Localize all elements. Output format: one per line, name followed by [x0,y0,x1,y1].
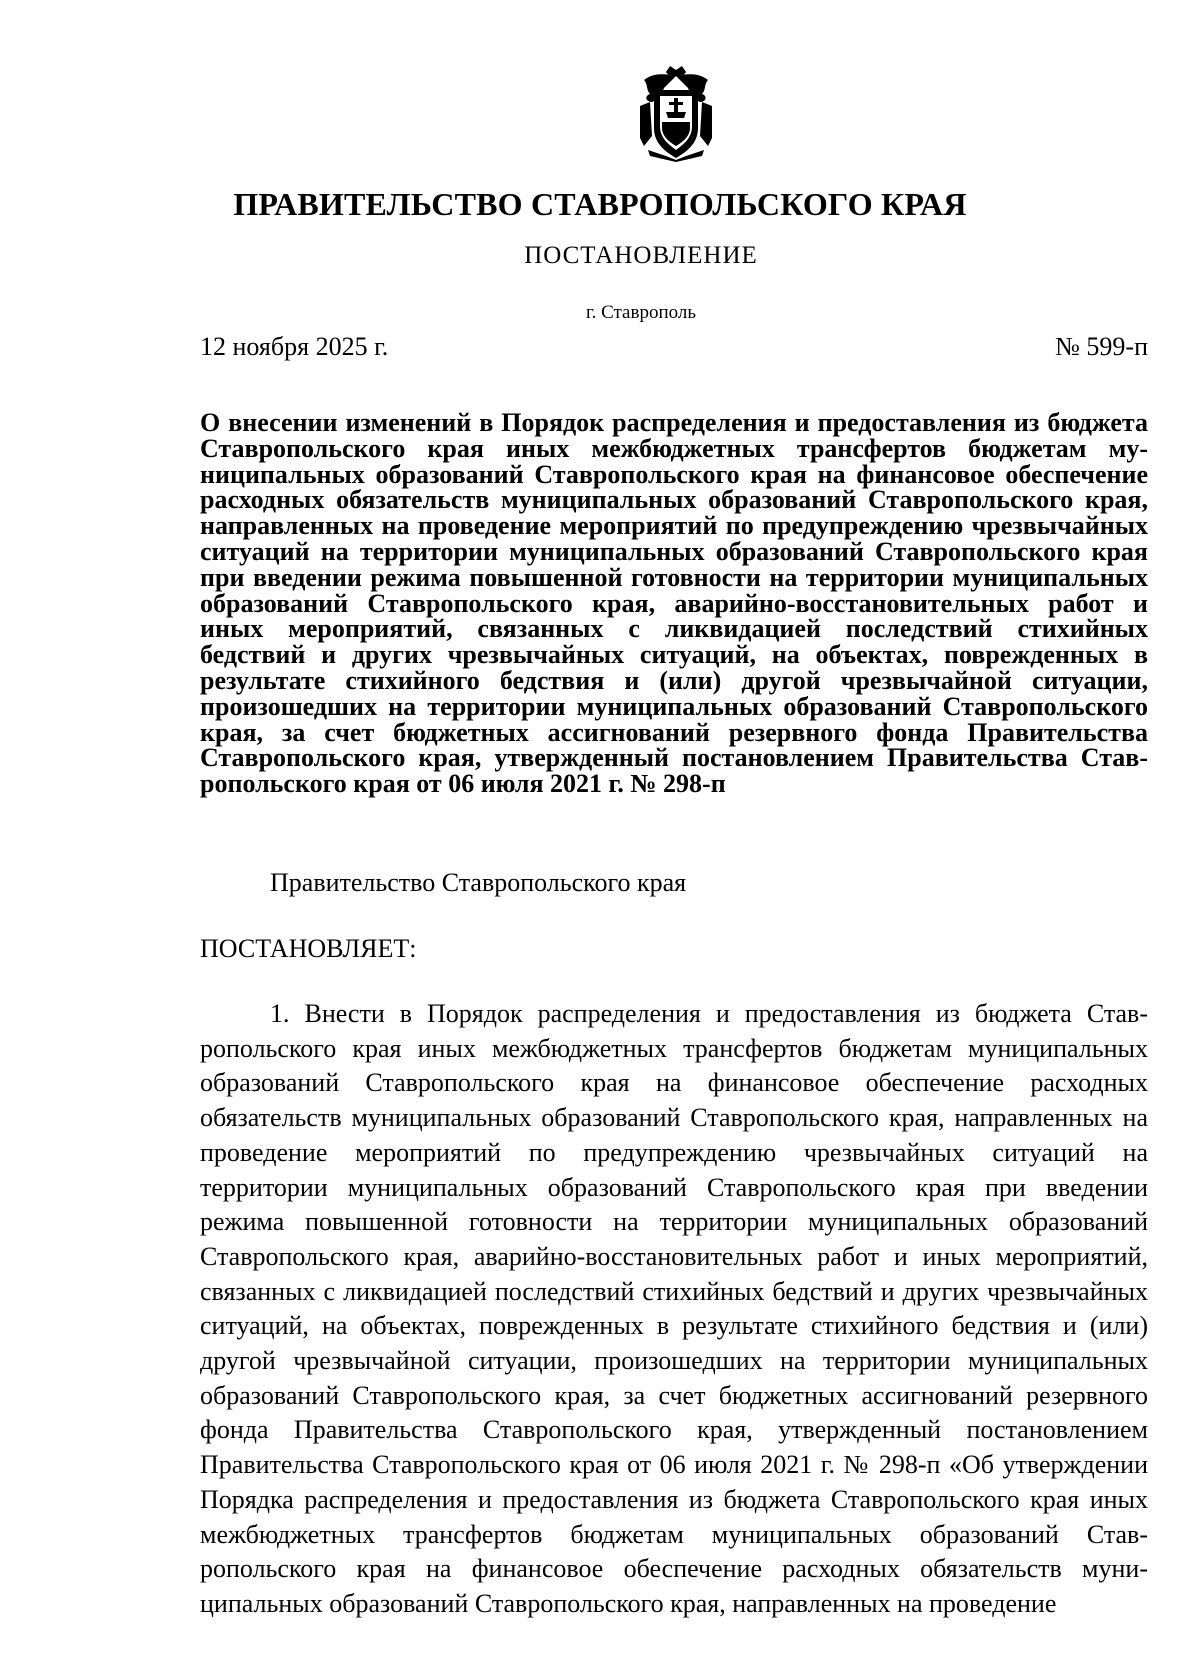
document-number: № 599-п [1055,332,1148,361]
government-line: Правительство Ставропольского края [270,868,687,897]
city: г. Ставрополь [585,302,697,323]
document-subject: О внесении изменений в Порядок распределения и предоставления из бюджета Ставропольского края иных межбюджетных трансфертов бюджетам муниципальных образований Ставропольского края на финансовое обеспечение расходных обязательств муниципальных образований Ставропольского края, направленных на проведение мероприятий по предупреждению чрезвычайных ситуаций на территории муниципальных образований Ставропольского края при введении режима повышенной готовности на территории муниципальных образований Ставропольского края, аварийно-восстановительных работ и иных мероприятий, связанных с ликвидацией последствий стихийных бедствий и других чрезвычайных ситуаций, на объектах, поврежденных в результате стихийного бедствия и (или) другой чрезвычайной ситуации, произошедших на территории муниципальных образований Ставропольского края, за счет бюджетных ассигнований резервного фонда Правительства Ставропольского края, утвержденный постановлением Правительства Ставропольского края от 06 июля 2021 г. № 298-п [200,408,1148,799]
document-date: 12 ноября 2025 г. [200,332,389,361]
document-type: ПОСТАНОВЛЕНИЕ [524,242,758,269]
organization-title-text: ПРАВИТЕЛЬСТВО СТАВРОПОЛЬСКОГО КРАЯ [233,186,967,222]
resolves-heading: ПОСТАНОВЛЯЕТ: [200,934,417,963]
organization-title [0,186,1200,223]
paragraph-1: 1. Внести в Порядок распределения и предоставления из бюджета Ставропольского края иных межбюджетных трансфертов бюджетам муниципальных образований Ставропольского края на финансовое обеспечение расходных обязательств муниципальных образований Ставропольского края, направленных на проведение мероприятий по предупреждению чрезвычайных ситуаций на территории муниципальных образований Ставропольского края при введении режима повышенной готовности на территории муниципальных образований Ставропольского края, аварийно-восстановительных работ и иных мероприятий, связанных с ликвидацией последствий стихийных бедствий и других чрезвычайных ситуаций, на объектах, поврежденных в результате стихийного бедствия и (или) другой чрезвычайной ситуации, произошедших на территории муниципальных образований Ставропольского края, за счет бюджетных ассигнований резервного фонда Правительства Ставропольского края, утвержденный постановлением Правительства Ставропольского края от 06 июля 2021 г. № 298-п «Об утверждении Порядка распределения и предоставления из бюджета Ставропольского края иных межбюджетных трансфертов бюджетам муниципальных образований Ставропольского края на финансовое обеспечение расходных обязательств муниципальных образований Ставропольского края, направленных на проведение [200,999,1148,1618]
stavropol-coat-of-arms-icon [636,66,716,162]
